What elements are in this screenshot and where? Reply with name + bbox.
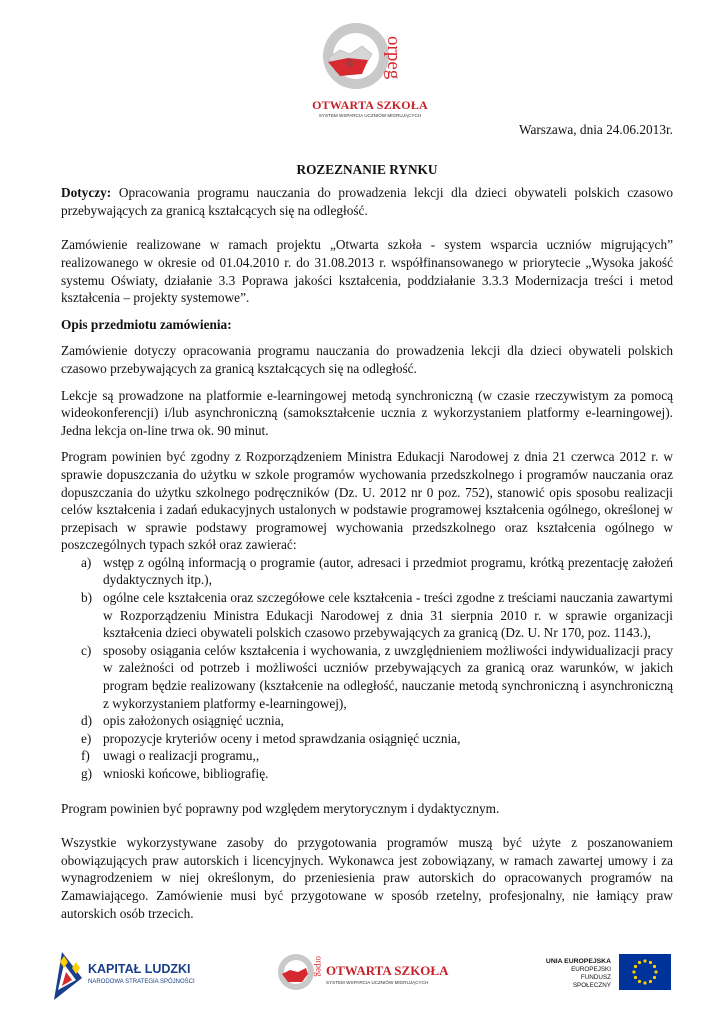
list-item-letter: d) [81,713,93,729]
section-heading: Opis przedmiotu zamówienia: [61,316,232,332]
orpeg-logo-icon [310,14,430,100]
subject-label: Dotyczy: [61,185,112,201]
eu-line-3: FUNDUSZ SPOŁECZNY [572,974,611,989]
footer-logos [0,940,725,1020]
kapital-ludzki-title: KAPITAŁ LUDZKI [88,962,191,976]
list-item-text: propozycje kryteriów oceny i metod sprawdzania osiągnięć ucznia, [103,730,461,746]
eu-line-1: UNIA EUROPEJSKA [545,958,611,965]
otwarta-szkola-title: OTWARTA SZKOŁA [326,963,449,978]
otwarta-szkola-logo [276,950,449,1000]
document-title: ROZEZNANIE RYNKU [296,161,438,177]
document-body [61,121,673,922]
otwarta-szkola-subtitle: SYSTEM WSPARCIA UCZNIÓW MIGRUJĄCYCH [326,980,429,985]
subject-text: Opracowania programu nauczania do prowadzenia lekcji dla dzieci obywateli polskich czasowo przebywających za granicą kształcących się na odległość. [61,185,673,218]
header-logo [290,14,450,118]
requirements-list [61,554,673,783]
svg-text:orpeg: orpeg [314,956,324,977]
list-item-text: sposoby osiągania celów kształcenia i wychowania, z uwzględnieniem możliwości indywidualizacji pracy w zależności od potrzeb i możliwości uczniów przebywających za granicą oraz warunków, w jakich program będzie realizowany (kształcenie na odległość, nauczanie metodą synchroniczną i asynchroniczną z wykorzystaniem platformy e-learningowej), [103,642,673,711]
lessons-paragraph: Lekcje są prowadzone na platformie e-learningowej metodą synchroniczną (w czasie rzeczywistym za pomocą wideokonferencji) i/lub asynchroniczną (samokształcenie ucznia z wykorzystaniem platformy e-learningowej). Jedna lekcja on-line trwa ok. 90 minut. [61,387,673,438]
list-item [61,642,673,712]
kapital-ludzki-icon [48,950,88,1002]
eu-line-2: EUROPEJSKI [571,966,611,973]
list-item [61,554,673,589]
eu-text [545,958,611,990]
list-item-text: wnioski końcowe, bibliografię. [103,766,269,781]
date-line: Warszawa, dnia 24.06.2013r. [518,122,673,137]
list-item [61,712,673,730]
list-item-text: uwagi o realizacji programu,, [103,748,260,764]
list-item-text: ogólne cele kształcenia oraz szczegółowe cele kształcenia - treści zgodne z treściami nauczania zawartymi w Rozporządzeniu Ministra Edukacji Narodowej z dnia 31 sierpnia 2010 r. w sprawie organizacji kształcenia dzieci obywateli polskich czasowo przebywających za granicą (Dz. U. Nr 170, poz. 1143.), [103,590,673,641]
correctness-paragraph: Program powinien być poprawny pod względem merytorycznym i dydaktycznym. [61,800,500,816]
list-item [61,747,673,765]
list-item [61,765,673,783]
description-paragraph: Zamówienie dotyczy opracowania programu nauczania do prowadzenia lekcji dla dzieci obywateli polskich czasowo przebywających za granicą kształcących się na odległość. [61,343,673,376]
list-item [61,589,673,642]
subject-paragraph [61,184,673,219]
list-item-letter: g) [81,766,93,781]
list-item-text: opis założonych osiągnięć ucznia, [103,713,284,729]
eu-logo [545,954,675,1004]
list-item-text: wstęp z ogólną informacją o programie (autor, adresaci i przedmiot programu, krótką prezentację założeń dydaktycznych itp.), [103,554,673,588]
orpeg-small-icon [276,950,324,994]
kapital-ludzki-subtitle: NARODOWA STRATEGIA SPÓJNOŚCI [88,979,195,985]
list-item [61,730,673,748]
eu-flag-icon [619,954,671,990]
copyright-paragraph: Wszystkie wykorzystywane zasoby do przygotowania programów muszą być użyte z poszanowaniem obowiązujących praw autorskich i licencyjnych. Wykonawca jest zobowiązany, w ramach zawartej umowy i za wynagrodzeniem w niej określonym, do przeniesienia praw autorskich do opracowanych programów na Zamawiającego. Zamówienie musi być przygotowane w sposób rzetelny, profesjonalny, nie łamiący praw autorskich osób trzecich. [61,835,673,921]
list-item-letter: a) [81,554,92,570]
header-logo-subtitle: SYSTEM WSPARCIA UCZNIÓW MIGRUJĄCYCH [318,113,422,118]
list-item-letter: f) [81,748,90,764]
svg-text:@: @ [346,58,354,67]
orpeg-letters: orpeg [383,36,404,80]
list-item-letter: b) [81,590,93,606]
kapital-ludzki-logo [48,948,195,1008]
list-item-letter: c) [81,642,92,658]
header-logo-title: OTWARTA SZKOŁA [312,98,428,112]
program-paragraph: Program powinien być zgodny z Rozporządzeniem Ministra Edukacji Narodowej z dnia 21 czerwca 2012 r. w sprawie dopuszczania do użytku w szkole programów wychowania przedszkolnego i programów nauczania oraz dopuszczania do użytku szkolnego podręczników (Dz. U. 2012 nr 0 poz. 752), stanowić opis sposobu realizacji celów kształcenia i zadań edukacyjnych ustalonych w podstawie programowej kształcenia ogólnego, określonej w przepisach w sprawie podstawy programowej wychowania przedszkolnego oraz kształcenia ogólnego w poszczególnych typach szkół oraz zawierać: [61,449,673,553]
list-item-letter: e) [81,730,92,746]
project-paragraph: Zamówienie realizowane w ramach projektu „Otwarta szkoła - system wsparcia uczniów migrujących” realizowanego w okresie od 01.04.2010 r. do 31.08.2013 r. współfinansowanego w priorytecie „Wysoka jakość systemu Oświaty, działanie 3.3 Poprawa jakości kształcenia, poddziałanie 3.3.3 Modernizacja treści i metod kształcenia – projekty systemowe”. [61,237,673,306]
